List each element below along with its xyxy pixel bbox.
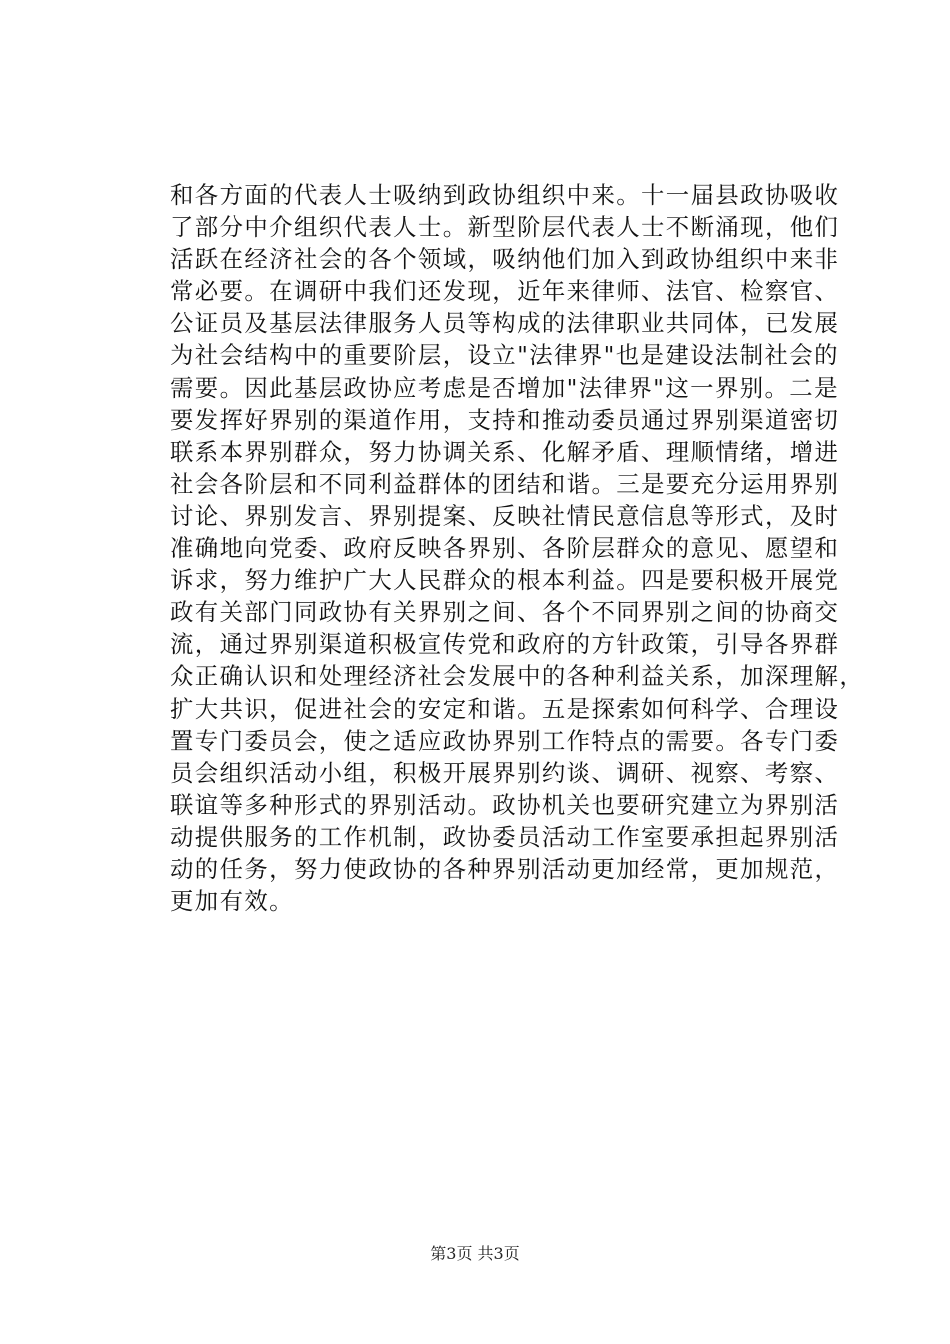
text-line: 置专门委员会，使之适应政协界别工作特点的需要。各专门委 [170, 726, 840, 755]
text-line: 政有关部门同政协有关界别之间、各个不同界别之间的协商交 [170, 598, 840, 627]
text-line: 联系本界别群众，努力协调关系、化解矛盾、理顺情绪，增进 [170, 437, 840, 466]
body-text [170, 179, 870, 917]
page-number-footer: 第3页 共3页 [430, 1244, 520, 1263]
text-line: 联谊等多种形式的界别活动。政协机关也要研究建立为界别活 [170, 790, 840, 819]
text-line: 流，通过界别渠道积极宣传党和政府的方针政策，引导各界群 [170, 630, 840, 659]
text-line: 需要。因此基层政协应考虑是否增加"法律界"这一界别。二是 [170, 373, 839, 402]
text-line: 公证员及基层法律服务人员等构成的法律职业共同体，已发展 [170, 309, 840, 338]
text-line: 员会组织活动小组，积极开展界别约谈、调研、视察、考察、 [170, 758, 840, 787]
text-line: 动的任务，努力使政协的各种界别活动更加经常，更加规范， [170, 854, 840, 883]
text-line: 了部分中介组织代表人士。新型阶层代表人士不断涌现，他们 [170, 213, 840, 242]
text-line: 和各方面的代表人士吸纳到政协组织中来。十一届县政协吸收 [170, 181, 840, 209]
text-line: 扩大共识，促进社会的安定和谐。五是探索如何科学、合理设 [170, 694, 840, 723]
text-line: 为社会结构中的重要阶层，设立"法律界"也是建设法制社会的 [170, 341, 839, 370]
text-line: 诉求，努力维护广大人民群众的根本利益。四是要积极开展党 [170, 566, 840, 595]
text-line: 更加有效。 [170, 887, 294, 916]
text-line: 社会各阶层和不同利益群体的团结和谐。三是要充分运用界别 [170, 469, 840, 498]
text-line: 常必要。在调研中我们还发现，近年来律师、法官、检察官、 [170, 277, 840, 306]
text-line: 讨论、界别发言、界别提案、反映社情民意信息等形式，及时 [170, 501, 840, 530]
text-line: 动提供服务的工作机制，政协委员活动工作室要承担起界别活 [170, 822, 840, 851]
text-line: 要发挥好界别的渠道作用，支持和推动委员通过界别渠道密切 [170, 405, 840, 434]
text-line: 活跃在经济社会的各个领域，吸纳他们加入到政协组织中来非 [170, 245, 840, 274]
text-line: 众正确认识和处理经济社会发展中的各种利益关系，加深理解， [170, 662, 865, 691]
text-line: 准确地向党委、政府反映各界别、各阶层群众的意见、愿望和 [170, 534, 840, 563]
